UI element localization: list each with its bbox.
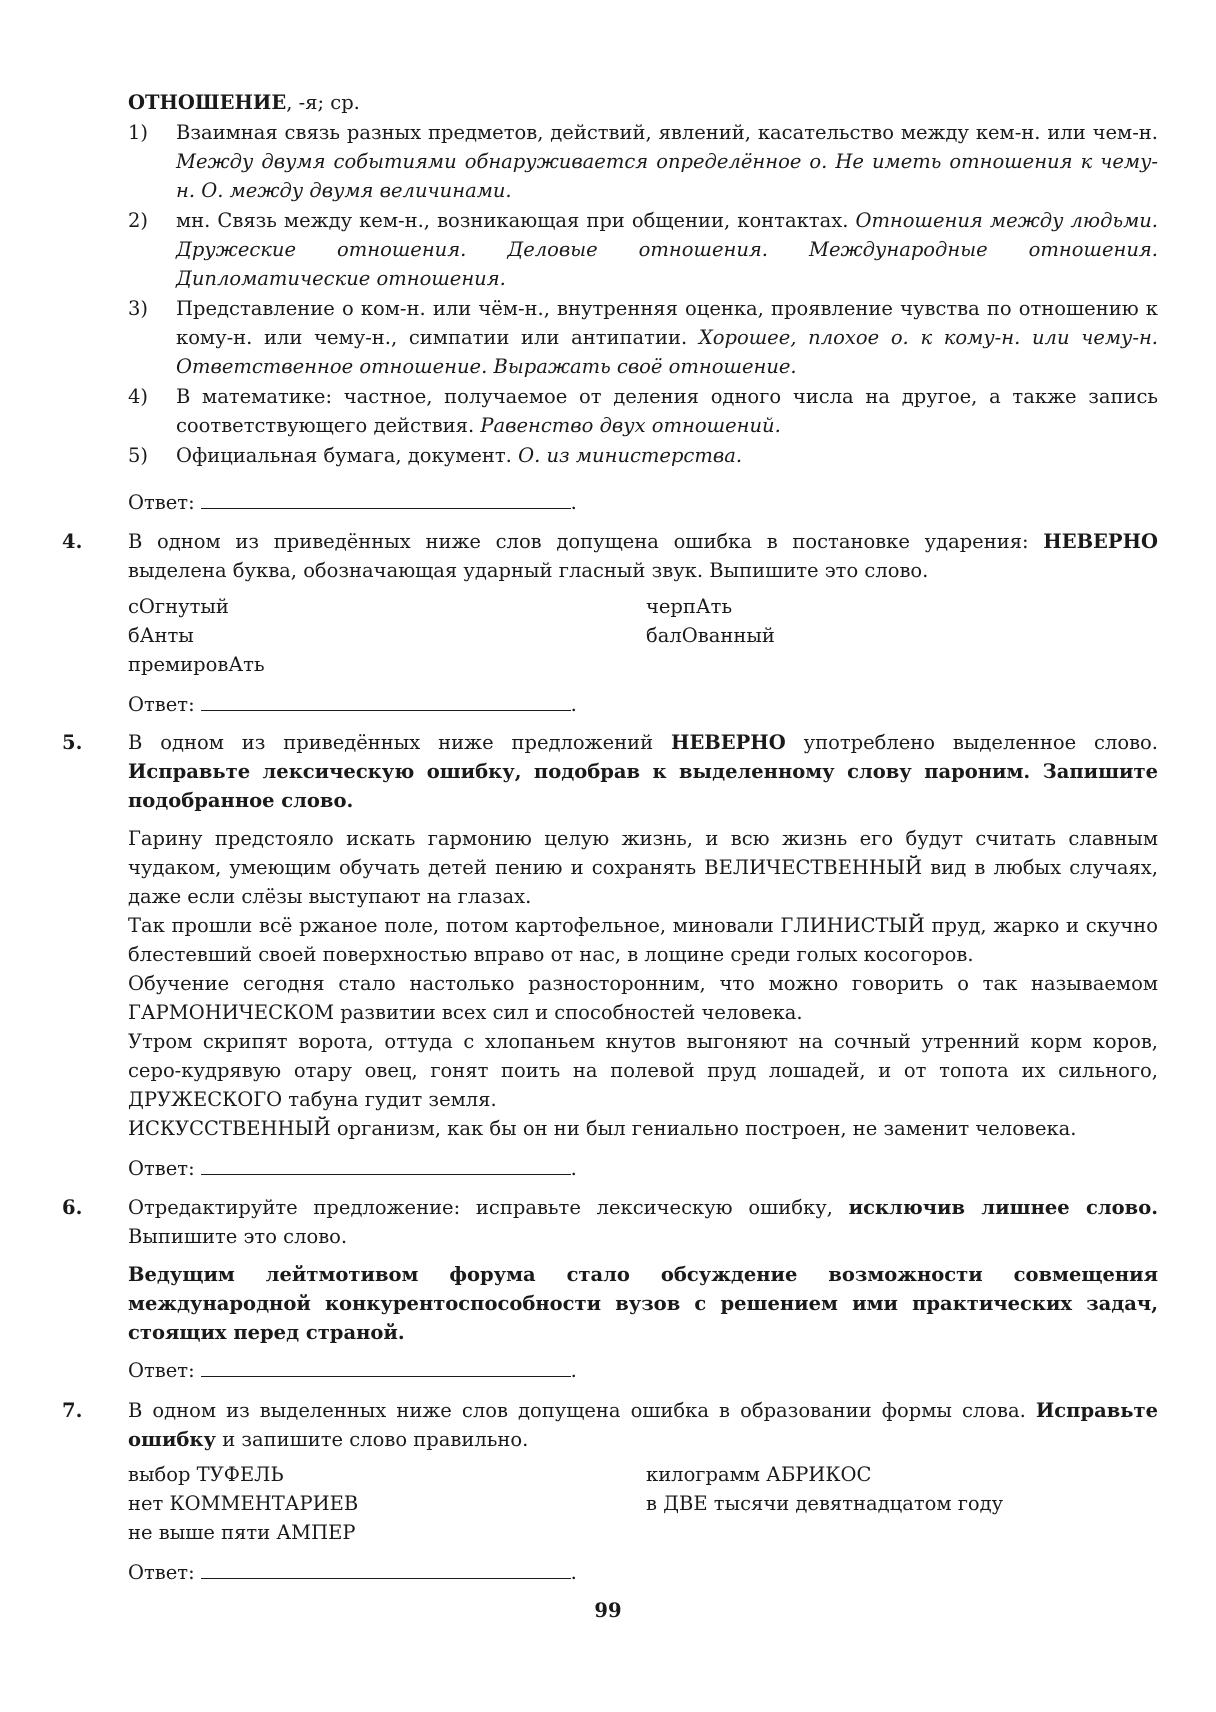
answer-row-3: Ответ: . xyxy=(128,486,577,517)
answer-row-4: Ответ: . xyxy=(128,688,577,719)
task-6-sentence: Ведущим лейтмотивом форума стало обсуждение возможности совмещения международной конкурентоспособности вузов с решением ими практических задач, стоящих перед страной. xyxy=(128,1263,1158,1344)
word-option: сОгнутый xyxy=(128,595,229,618)
answer-field[interactable] xyxy=(201,1354,571,1377)
entry-grammar: , -я; ср. xyxy=(286,91,360,114)
task-5-sentences xyxy=(128,824,1158,1143)
sentence: ИСКУССТВЕННЫЙ организм, как бы он ни был гениально построен, не заменит человека. xyxy=(128,1117,1077,1140)
task-7-number: 7. xyxy=(62,1399,83,1422)
sentence: Гарину предстояло искать гармонию целую жизнь, и всю жизнь его будут считать славным чудаком, умеющим обучать детей пению и сохранять ВЕЛИЧЕСТВЕННЫЙ вид в любых случаях, даже если слёзы выступают на глазах. xyxy=(128,827,1158,908)
task-6-number: 6. xyxy=(62,1196,83,1219)
task-6-prompt: Отредактируйте предложение: исправьте лексическую ошибку, исключив лишнее слово. Выпишите это слово. xyxy=(128,1196,1158,1248)
task-5-number: 5. xyxy=(62,731,83,754)
document-page: ОТНОШЕНИЕ, -я; ср. 1) Взаимная связь разных предметов, действий, явлений, касательство между кем-н. или чем-н. Между двумя событиями обнаруживается определённое о. Не иметь отношения к чему-н. О. между двумя величинами. 2) мн. Связь между кем-н., возникающая при общении, контактах. Отношения между людьми. Дружеские отношения. Деловые отношения. Международные отношения. Дипломатические отношения. 3) Представление о ком-н. или чём-н., внутренняя оценка, проявление чувства по отношению к кому-н. или чему-н., симпатии или антипатии. Хорошее, плохое о. к кому-н. или чему-н. Ответственное отношение. Выражать своё отношение. 4) В математике: частное, получаемое от деления одного числа на другое, а также запись соответствующего действия. Равенство двух отношений. 5) Официальная бумага, документ. О. из министерства. Ответ: . 4. В одном из приведённых ниже слов допущена ошибка в постановке ударения: НЕВЕРНО выделена буква, обозначающая ударный гласный звук. Выпишите это слово. сОгнутый бАнты премировАть черпАть балОванный Ответ: . 5. В одном из приведённых ниже предложений НЕВЕРНО употреблено выделенное слово. Исправьте лексическую ошибку, подобрав к выделенному слову пароним. Запишите подобранное слово. Гарину предстояло искать гармонию целую жизнь, и всю жизнь его будут считать славным чудаком, умеющим обучать детей пению и сохранять ВЕЛИЧЕСТВЕННЫЙ вид в любых случаях, даже если слёзы выступают на глазах. Так прошли всё ржаное поле, потом картофельное, миновали ГЛИНИСТЫЙ пруд, жарко и скучно блестевший своей поверхностью вправо от нас, в лощине среди голых косогоров. Обучение сегодня стало настолько разносторонним, что можно говорить о так называемом ГАРМОНИЧЕСКОМ развитии всех сил и способностей человека. Утром скрипят ворота, оттуда с хлопаньем кнутов выгоняют на сочный утренний корм коров, серо-кудрявую отару овец, гонят поить на полевой пруд лошадей, и от топота их сильного, ДРУЖЕСКОГО табуна гудит земля. ИСКУССТВЕННЫЙ организм, как бы он ни был гениально построен, не заменит человека. Ответ: . 6. Отредактируйте предложение: исправьте лексическую ошибку, исключив лишнее слово. Выпишите это слово. Ведущим лейтмотивом форума стало обсуждение возможности совмещения международной конкурентоспособности вузов с решением ими практических задач, стоящих перед страной. Ответ: . 7. В одном из выделенных ниже слов допущена ошибка в образовании формы слова. Исправьте ошибку и запишите слово правильно. выбор ТУФЕЛЬ нет КОММЕНТАРИЕВ не выше пяти АМПЕР килограмм АБРИКОС в ДВЕ тысячи девятнадцатом году Ответ: . 99 xyxy=(0,0,1216,1712)
task-4-left-words xyxy=(128,592,265,679)
task-4-right-words xyxy=(646,592,775,650)
word-option: бАнты xyxy=(128,624,194,647)
task-7-left-words xyxy=(128,1460,358,1547)
word-option: в ДВЕ тысячи девятнадцатом году xyxy=(646,1492,1004,1515)
word-option: премировАть xyxy=(128,653,265,676)
task-7-prompt: В одном из выделенных ниже слов допущена ошибка в образовании формы слова. Исправьте ошибку и запишите слово правильно. xyxy=(128,1399,1158,1451)
answer-row-7: Ответ: . xyxy=(128,1556,577,1587)
task-4-number: 4. xyxy=(62,530,83,553)
task-7-right-words xyxy=(646,1460,1003,1518)
task-5-prompt: В одном из приведённых ниже предложений НЕВЕРНО употреблено выделенное слово. Исправьте лексическую ошибку, подобрав к выделенному слову пароним. Запишите подобранное слово. xyxy=(128,731,1158,812)
entry-header xyxy=(128,88,1158,117)
answer-row-5: Ответ: . xyxy=(128,1152,577,1183)
sentence: Обучение сегодня стало настолько разносторонним, что можно говорить о так называемом ГАРМОНИЧЕСКОМ развитии всех сил и способностей человека. xyxy=(128,972,1158,1024)
answer-field[interactable] xyxy=(201,1556,571,1579)
word-option: выбор ТУФЕЛЬ xyxy=(128,1463,284,1486)
word-option: килограмм АБРИКОС xyxy=(646,1463,872,1486)
word-option: не выше пяти АМПЕР xyxy=(128,1521,356,1544)
word-option: балОванный xyxy=(646,624,775,647)
answer-field[interactable] xyxy=(201,688,571,711)
sentence: Утром скрипят ворота, оттуда с хлопаньем кнутов выгоняют на сочный утренний корм коров, серо-кудрявую отару овец, гонят поить на полевой пруд лошадей, и от топота их сильного, ДРУЖЕСКОГО табуна гудит земля. xyxy=(128,1030,1158,1111)
page-number: 99 xyxy=(594,1599,622,1622)
answer-field[interactable] xyxy=(201,1152,571,1175)
task-4-prompt: В одном из приведённых ниже слов допущена ошибка в постановке ударения: НЕВЕРНО выделена буква, обозначающая ударный гласный звук. Выпишите это слово. xyxy=(128,530,1158,582)
word-option: черпАть xyxy=(646,595,733,618)
sentence: Так прошли всё ржаное поле, потом картофельное, миновали ГЛИНИСТЫЙ пруд, жарко и скучно блестевший своей поверхностью вправо от нас, в лощине среди голых косогоров. xyxy=(128,914,1158,966)
entry-headword: ОТНОШЕНИЕ xyxy=(128,91,287,114)
answer-row-6: Ответ: . xyxy=(128,1354,577,1385)
word-option: нет КОММЕНТАРИЕВ xyxy=(128,1492,359,1515)
answer-field[interactable] xyxy=(201,486,571,509)
